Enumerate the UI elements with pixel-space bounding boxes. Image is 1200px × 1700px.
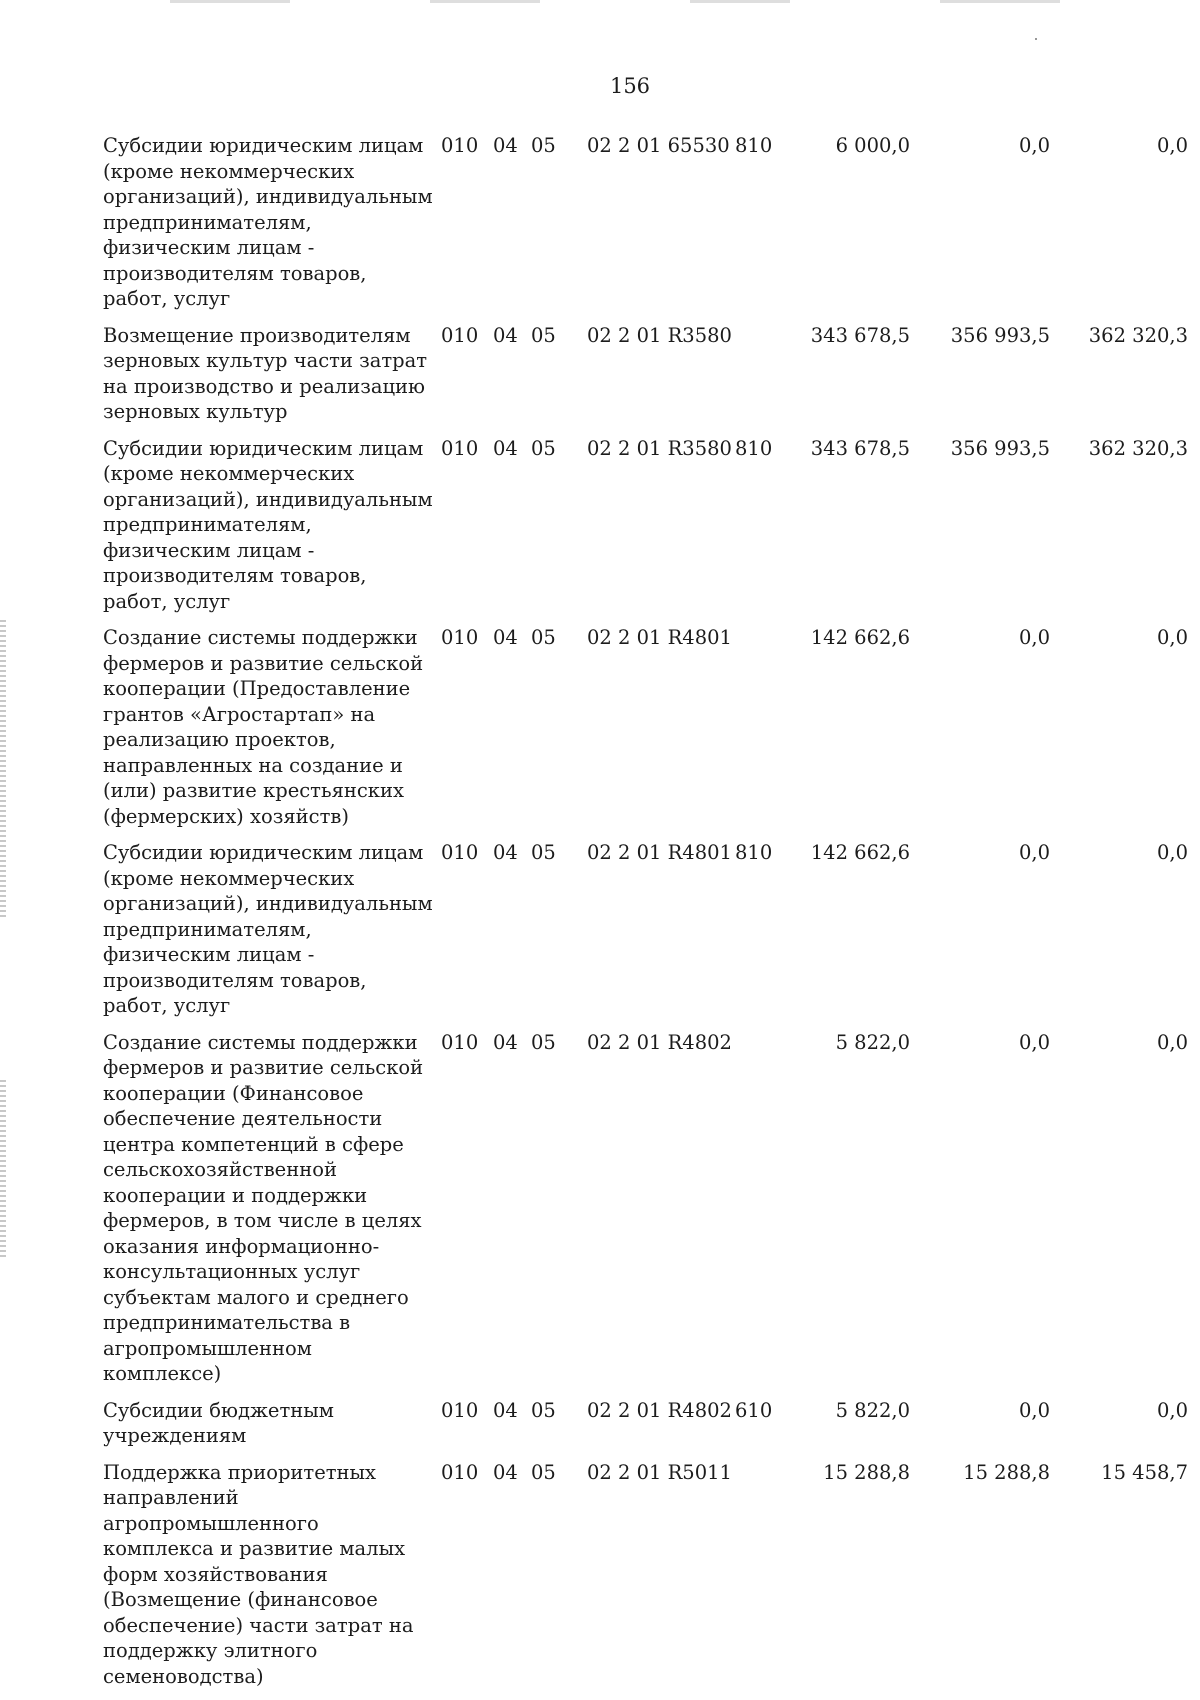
item-name: Возмещение производителям зерновых культур части затрат на производство и реализацию зерновых культур: [103, 323, 433, 436]
target-article-code: 02 2 01 65530: [575, 133, 735, 323]
amount-year-2: 0,0: [910, 625, 1050, 840]
admin-code: 010: [433, 436, 493, 626]
subsection-code: 05: [531, 1460, 575, 1700]
item-name: Субсидии юридическим лицам (кроме некоммерческих организаций), индивидуальным предпринимателям, физическим лицам - производителям товаров, работ, услуг: [103, 436, 433, 626]
item-name: Субсидии юридическим лицам (кроме некоммерческих организаций), индивидуальным предпринимателям, физическим лицам - производителям товаров, работ, услуг: [103, 133, 433, 323]
budget-table: [103, 133, 1188, 1700]
target-article-code: 02 2 01 R3580: [575, 323, 735, 436]
amount-year-2: 15 288,8: [910, 1460, 1050, 1700]
admin-code: 010: [433, 1460, 493, 1700]
admin-code: 010: [433, 323, 493, 436]
section-code: 04: [493, 323, 531, 436]
expense-type-code: 810: [735, 840, 795, 1030]
expense-type-code: [735, 1030, 795, 1398]
amount-year-1: 343 678,5: [795, 323, 910, 436]
amount-year-3: 0,0: [1050, 1398, 1188, 1460]
subsection-code: 05: [531, 840, 575, 1030]
section-code: 04: [493, 1460, 531, 1700]
amount-year-3: 15 458,7: [1050, 1460, 1188, 1700]
expense-type-code: 810: [735, 436, 795, 626]
page-number: 156: [0, 74, 1200, 98]
table-row: [103, 1030, 1188, 1398]
subsection-code: 05: [531, 1030, 575, 1398]
amount-year-3: 0,0: [1050, 133, 1188, 323]
target-article-code: 02 2 01 R5011: [575, 1460, 735, 1700]
amount-year-3: 362 320,3: [1050, 323, 1188, 436]
target-article-code: 02 2 01 R4802: [575, 1398, 735, 1460]
expense-type-code: 610: [735, 1398, 795, 1460]
subsection-code: 05: [531, 436, 575, 626]
section-code: 04: [493, 133, 531, 323]
amount-year-3: 362 320,3: [1050, 436, 1188, 626]
amount-year-2: 0,0: [910, 840, 1050, 1030]
target-article-code: 02 2 01 R4802: [575, 1030, 735, 1398]
target-article-code: 02 2 01 R3580: [575, 436, 735, 626]
amount-year-1: 5 822,0: [795, 1030, 910, 1398]
table-row: [103, 133, 1188, 323]
item-name: Создание системы поддержки фермеров и развитие сельской кооперации (Финансовое обеспечение деятельности центра компетенций в сфере сельскохозяйственной кооперации и поддержки фермеров, в том числе в целях оказания информационно-консультационных услуг субъектам малого и среднего предпринимательства в агропромышленном комплексе): [103, 1030, 433, 1398]
item-name: Субсидии бюджетным учреждениям: [103, 1398, 433, 1460]
table-row: [103, 436, 1188, 626]
table-row: [103, 323, 1188, 436]
expense-type-code: [735, 323, 795, 436]
amount-year-1: 6 000,0: [795, 133, 910, 323]
section-code: 04: [493, 1030, 531, 1398]
target-article-code: 02 2 01 R4801: [575, 625, 735, 840]
expense-type-code: 810: [735, 133, 795, 323]
admin-code: 010: [433, 1030, 493, 1398]
subsection-code: 05: [531, 133, 575, 323]
amount-year-1: 142 662,6: [795, 840, 910, 1030]
item-name: Субсидии юридическим лицам (кроме некоммерческих организаций), индивидуальным предпринимателям, физическим лицам - производителям товаров, работ, услуг: [103, 840, 433, 1030]
expense-type-code: [735, 1460, 795, 1700]
scan-edge-artifact: [0, 620, 6, 920]
table-row: [103, 840, 1188, 1030]
amount-year-2: 0,0: [910, 133, 1050, 323]
admin-code: 010: [433, 133, 493, 323]
amount-year-1: 142 662,6: [795, 625, 910, 840]
section-code: 04: [493, 625, 531, 840]
amount-year-3: 0,0: [1050, 840, 1188, 1030]
subsection-code: 05: [531, 1398, 575, 1460]
admin-code: 010: [433, 1398, 493, 1460]
amount-year-3: 0,0: [1050, 1030, 1188, 1398]
amount-year-3: 0,0: [1050, 625, 1188, 840]
amount-year-2: 356 993,5: [910, 323, 1050, 436]
admin-code: 010: [433, 625, 493, 840]
item-name: Создание системы поддержки фермеров и развитие сельской кооперации (Предоставление грантов «Агростартап» на реализацию проектов, направленных на создание и (или) развитие крестьянских (фермерских) хозяйств): [103, 625, 433, 840]
amount-year-1: 15 288,8: [795, 1460, 910, 1700]
section-code: 04: [493, 436, 531, 626]
amount-year-2: 356 993,5: [910, 436, 1050, 626]
amount-year-1: 343 678,5: [795, 436, 910, 626]
table-row: [103, 1460, 1188, 1700]
expense-type-code: [735, 625, 795, 840]
item-name: Поддержка приоритетных направлений агропромышленного комплекса и развитие малых форм хозяйствования (Возмещение (финансовое обеспечение) части затрат на поддержку элитного семеноводства): [103, 1460, 433, 1700]
table-row: [103, 625, 1188, 840]
section-code: 04: [493, 840, 531, 1030]
amount-year-1: 5 822,0: [795, 1398, 910, 1460]
table-row: [103, 1398, 1188, 1460]
target-article-code: 02 2 01 R4801: [575, 840, 735, 1030]
subsection-code: 05: [531, 625, 575, 840]
scan-edge-artifact: [0, 1080, 6, 1260]
amount-year-2: 0,0: [910, 1398, 1050, 1460]
subsection-code: 05: [531, 323, 575, 436]
admin-code: 010: [433, 840, 493, 1030]
amount-year-2: 0,0: [910, 1030, 1050, 1398]
section-code: 04: [493, 1398, 531, 1460]
